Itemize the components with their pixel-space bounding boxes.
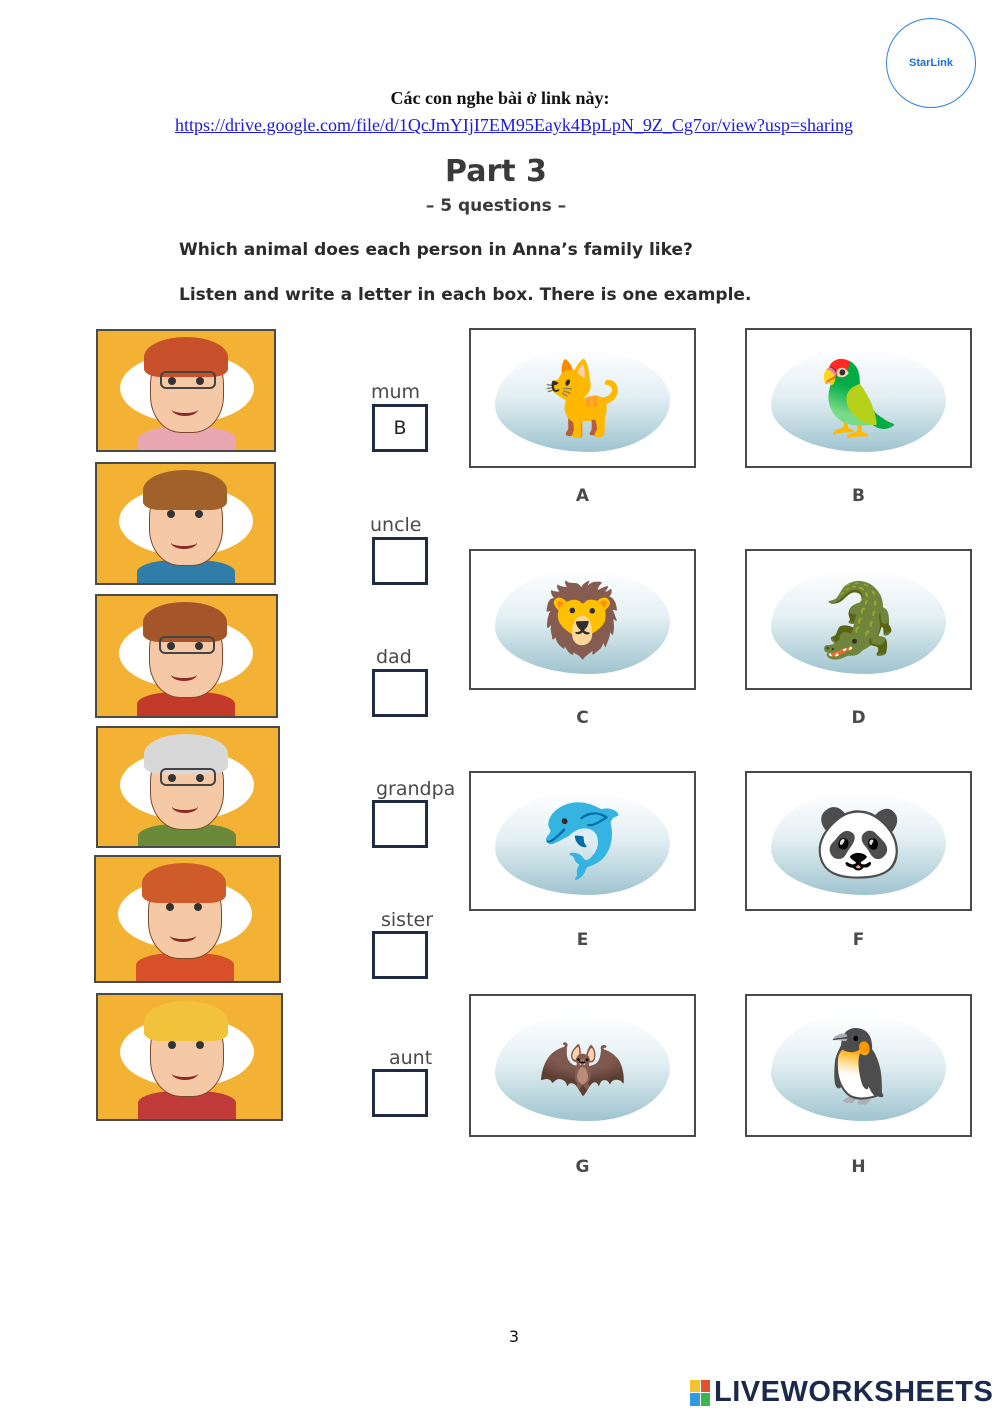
audio-link[interactable]: https://drive.google.com/file/d/1QcJmYIjI7EM95Eayk4BpLpN_9Z_Cg7or/view?usp=sharing: [174, 115, 854, 135]
logo-text: StarLink: [908, 57, 953, 69]
right-eye: [194, 903, 202, 911]
animal-card-E: [469, 771, 696, 911]
right-eye: [196, 1041, 204, 1049]
live-badge-icon: [690, 1380, 710, 1406]
label-uncle: uncle: [370, 514, 422, 536]
letter-H: H: [851, 1157, 866, 1177]
person-card-dad: [95, 594, 278, 718]
person-card-grandpa: [96, 726, 280, 848]
answer-box-aunt[interactable]: [372, 1069, 428, 1117]
animal-card-F: [745, 771, 972, 911]
left-eye: [167, 510, 175, 518]
glasses: [159, 636, 215, 654]
glasses: [160, 371, 216, 389]
parrot-icon: 🦜: [813, 356, 904, 440]
person-card-uncle: [95, 462, 276, 585]
lion-icon: 🦁: [537, 577, 628, 662]
animal-card-H: [745, 994, 972, 1137]
mouth: [172, 800, 198, 813]
letter-G: G: [575, 1157, 590, 1177]
glasses: [160, 768, 216, 786]
cat-icon: 🐈: [537, 356, 628, 440]
mouth: [171, 536, 197, 549]
hair: [142, 863, 226, 903]
animal-card-D: [745, 549, 972, 690]
answer-box-sister[interactable]: [372, 931, 428, 979]
hair: [143, 470, 227, 510]
answer-box-dad[interactable]: [372, 669, 428, 717]
listen-heading: Các con nghe bài ở link này:: [390, 88, 610, 108]
animal-card-G: [469, 994, 696, 1137]
letter-A: A: [575, 486, 590, 506]
label-mum: mum: [371, 381, 421, 403]
panda-icon: 🐼: [813, 799, 904, 883]
answer-box-uncle[interactable]: [372, 537, 428, 585]
mouth: [170, 929, 196, 942]
bat-icon: 🦇: [537, 1023, 628, 1108]
letter-C: C: [576, 708, 589, 728]
penguin-icon: 🐧: [813, 1023, 904, 1108]
answer-box-grandpa[interactable]: [372, 800, 428, 848]
instruction-task: Listen and write a letter in each box. There is one example.: [179, 285, 752, 305]
person-card-mum: [96, 329, 276, 452]
letter-E: E: [576, 930, 589, 950]
label-grandpa: grandpa: [376, 778, 456, 800]
mouth: [172, 403, 198, 416]
letter-D: D: [851, 708, 866, 728]
page-number: 3: [508, 1327, 520, 1346]
liveworksheets-logo: [690, 1376, 993, 1409]
part-subtitle: – 5 questions –: [425, 196, 567, 216]
label-sister: sister: [381, 909, 434, 931]
crocodile-icon: 🐊: [813, 577, 904, 662]
answer-box-mum[interactable]: B: [372, 404, 428, 452]
left-eye: [168, 1041, 176, 1049]
brand-text: LIVEWORKSHEETS: [714, 1376, 994, 1408]
animal-card-C: [469, 549, 696, 690]
label-dad: dad: [376, 646, 412, 668]
hair: [144, 1001, 228, 1041]
left-eye: [166, 903, 174, 911]
mouth: [172, 1067, 198, 1080]
animal-card-B: [745, 328, 972, 468]
mouth: [171, 668, 197, 681]
part-title: Part 3: [445, 154, 547, 189]
person-card-aunt: [96, 993, 283, 1121]
label-aunt: aunt: [389, 1047, 433, 1069]
letter-B: B: [852, 486, 865, 506]
right-eye: [195, 510, 203, 518]
animal-card-A: [469, 328, 696, 468]
person-card-sister: [94, 855, 281, 983]
instruction-question: Which animal does each person in Anna’s family like?: [179, 240, 693, 260]
dolphin-icon: 🐬: [537, 799, 628, 883]
letter-F: F: [852, 930, 865, 950]
